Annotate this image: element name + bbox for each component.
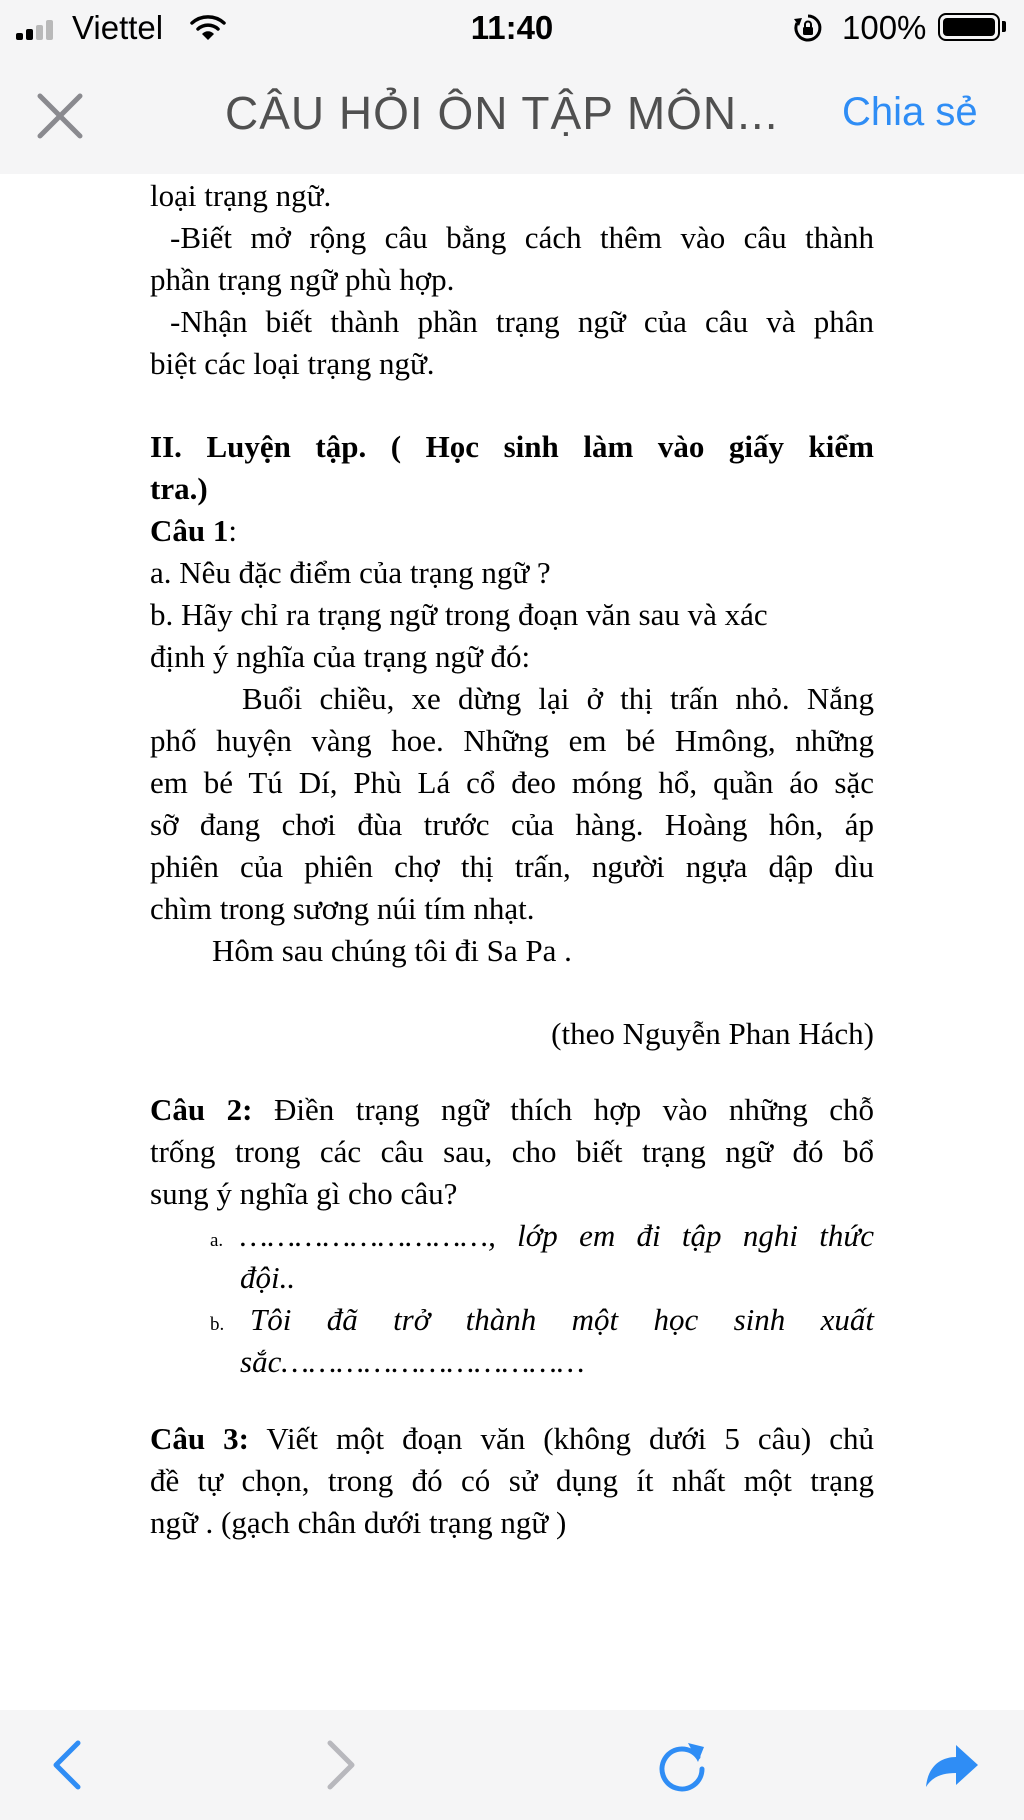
passage-line: phiên của phiên chợ thị trấn, người ngựa dập dìu (150, 849, 874, 884)
battery-percent: 100% (842, 9, 927, 46)
doc-line: định ý nghĩa của trạng ngữ đó: (150, 639, 531, 674)
question-label: Câu 2: (150, 1092, 253, 1127)
doc-line: trống trong các câu sau, cho biết trạng ngữ đó bổ (150, 1134, 874, 1169)
share-arrow-icon[interactable] (920, 1735, 980, 1795)
list-marker: a. (210, 1230, 224, 1251)
list-item-text: Tôi đã trở thành một học sinh xuất (250, 1302, 874, 1337)
doc-line: đề tự chọn, trong đó có sử dụng ít nhất một trạng (150, 1463, 874, 1498)
section-heading: II. Luyện tập. ( Học sinh làm vào giấy kiểm (150, 429, 874, 464)
question-1-heading (150, 511, 874, 551)
reload-icon[interactable] (652, 1735, 712, 1795)
question-3-line (150, 1419, 874, 1459)
question-2-line (150, 1090, 874, 1130)
passage-line: em bé Tú Dí, Phù Lá cổ đeo móng hổ, quần áo sặc (150, 765, 874, 800)
list-item-text: ………………………, lớp em đi tập nghi thức (240, 1218, 874, 1253)
doc-line: -Nhận biết thành phần trạng ngữ của câu và phân (170, 304, 874, 339)
passage-line: phố huyện vàng hoe. Những em bé Hmông, những (150, 723, 874, 758)
battery-tip (1002, 21, 1006, 32)
status-bar (0, 0, 1024, 56)
passage-line: Buổi chiều, xe dừng lại ở thị trấn nhỏ. Nắng (242, 681, 874, 716)
share-button[interactable]: Chia sẻ (842, 90, 978, 134)
list-item-text: sắc…………………………… (240, 1344, 585, 1379)
section-heading-cont: tra.) (150, 471, 208, 506)
passage-line: chìm trong sương núi tím nhạt. (150, 891, 535, 926)
bottom-toolbar (0, 1710, 1024, 1820)
battery-icon (938, 13, 1000, 41)
passage-line: Hôm sau chúng tôi đi Sa Pa . (212, 933, 572, 968)
question-colon: : (228, 513, 238, 548)
doc-line: loại trạng ngữ. (150, 178, 332, 213)
question-label: Câu 1 (150, 513, 229, 548)
back-icon[interactable] (38, 1735, 98, 1795)
navigation-bar (0, 56, 1024, 174)
doc-line: -Biết mở rộng câu bằng cách thêm vào câu thành (170, 220, 874, 255)
doc-line: sung ý nghĩa gì cho câu? (150, 1176, 458, 1211)
clock: 11:40 (470, 9, 554, 46)
doc-line: b. Hãy chỉ ra trạng ngữ trong đoạn văn sau và xác (150, 597, 768, 632)
doc-line: a. Nêu đặc điểm của trạng ngữ ? (150, 555, 551, 590)
list-item-text: đội.. (240, 1260, 296, 1295)
question-text: Điền trạng ngữ thích hợp vào những chỗ (252, 1092, 874, 1127)
doc-line: ngữ . (gạch chân dưới trạng ngữ ) (150, 1505, 567, 1540)
question-text: Viết một đoạn văn (không dưới 5 câu) chủ (248, 1421, 874, 1456)
passage-line: sỡ đang chơi đùa trước của hàng. Hoàng hôn, áp (150, 807, 874, 842)
close-icon[interactable] (30, 86, 90, 146)
document-title: CÂU HỎI ÔN TẬP MÔN... (225, 87, 779, 139)
document-viewer[interactable] (0, 174, 1024, 1710)
doc-line: phần trạng ngữ phù hợp. (150, 262, 455, 297)
carrier-name: Viettel (72, 9, 164, 46)
forward-icon[interactable] (310, 1735, 370, 1795)
citation: (theo Nguyễn Phan Hách) (551, 1016, 874, 1051)
list-marker: b. (210, 1314, 225, 1335)
question-label: Câu 3: (150, 1421, 249, 1456)
doc-line: biệt các loại trạng ngữ. (150, 346, 435, 381)
rotation-lock-icon (793, 13, 823, 43)
